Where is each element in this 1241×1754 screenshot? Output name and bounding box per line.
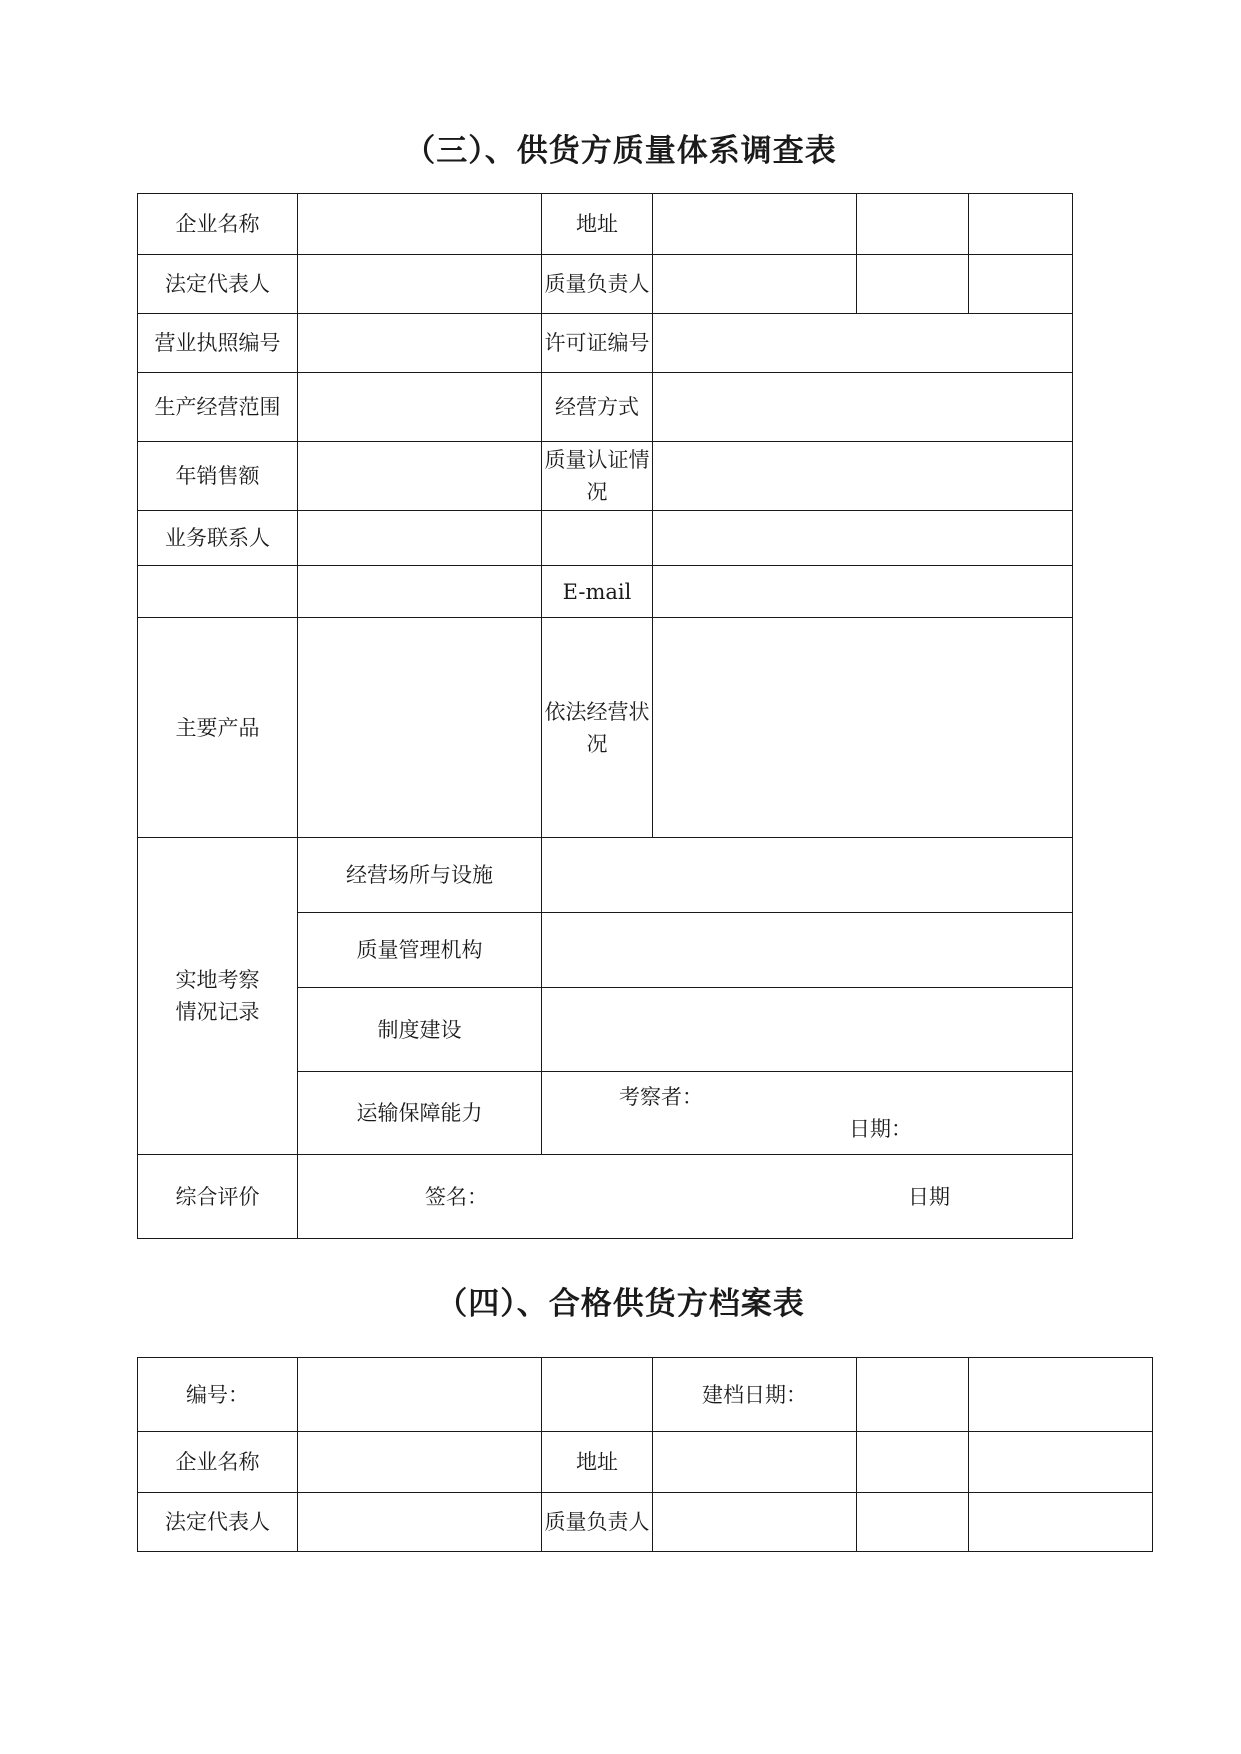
- business-mode-field[interactable]: [653, 373, 1073, 442]
- section3-title: （三）、供货方质量体系调查表: [404, 133, 837, 169]
- quality-lead-extra-field-1[interactable]: [857, 1493, 969, 1552]
- overall-eval-field[interactable]: [298, 1155, 1073, 1239]
- file-date-field-1[interactable]: [857, 1358, 969, 1432]
- business-license-label: 营业执照编号: [138, 314, 298, 373]
- address-field[interactable]: [653, 1432, 857, 1493]
- inspect-date-label: 日期：: [849, 1117, 912, 1141]
- business-license-field[interactable]: [298, 314, 542, 373]
- table-row: [138, 314, 1073, 373]
- inspector-sign-field[interactable]: [542, 1072, 1073, 1155]
- number-extra-field[interactable]: [542, 1358, 653, 1432]
- table-row: [138, 1155, 1073, 1239]
- legal-rep-label: 法定代表人: [138, 255, 298, 314]
- quality-org-field[interactable]: [542, 913, 1073, 988]
- address-label: 地址: [542, 1432, 653, 1493]
- company-name-label: 企业名称: [138, 1432, 298, 1493]
- file-date-field-2[interactable]: [969, 1358, 1153, 1432]
- inspector-label: 考察者：: [619, 1085, 703, 1109]
- address-extra-field-1[interactable]: [857, 1432, 969, 1493]
- company-name-field[interactable]: [298, 194, 542, 255]
- company-name-field[interactable]: [298, 1432, 542, 1493]
- table-row: [138, 566, 1073, 618]
- table-row: [138, 194, 1073, 255]
- blank-field[interactable]: [298, 566, 542, 618]
- blank-label-cell: [138, 566, 298, 618]
- legal-rep-label: 法定代表人: [138, 1493, 298, 1552]
- system-building-label: 制度建设: [298, 988, 542, 1072]
- quality-lead-label: 质量负责人: [542, 1493, 653, 1552]
- business-scope-label: 生产经营范围: [138, 373, 298, 442]
- company-name-label: 企业名称: [138, 194, 298, 255]
- legal-rep-field[interactable]: [298, 255, 542, 314]
- number-field[interactable]: [298, 1358, 542, 1432]
- email-label: E-mail: [542, 566, 653, 618]
- business-scope-field[interactable]: [298, 373, 542, 442]
- site-inspection-label: [138, 838, 298, 1155]
- contact-extra-field[interactable]: [653, 511, 1073, 566]
- business-mode-label: 经营方式: [542, 373, 653, 442]
- quality-lead-field[interactable]: [653, 255, 857, 314]
- number-label: 编号：: [138, 1358, 298, 1432]
- email-field[interactable]: [653, 566, 1073, 618]
- contact-extra-label-cell: [542, 511, 653, 566]
- system-building-field[interactable]: [542, 988, 1073, 1072]
- table-row: [138, 618, 1073, 838]
- table-row: [138, 838, 1073, 913]
- signature-label: 签名：: [425, 1184, 488, 1209]
- legal-operation-label: 依法经营状况: [542, 618, 653, 838]
- address-label: 地址: [542, 194, 653, 255]
- annual-sales-field[interactable]: [298, 442, 542, 511]
- table-row: [138, 373, 1073, 442]
- table-row: [138, 1358, 1153, 1432]
- permit-no-label: 许可证编号: [542, 314, 653, 373]
- quality-cert-label: 质量认证情况: [542, 442, 653, 511]
- quality-lead-extra-field-2[interactable]: [969, 255, 1073, 314]
- table-row: [138, 1432, 1153, 1493]
- table-row: [138, 442, 1073, 511]
- table-row: [138, 511, 1073, 566]
- section4-title: （四）、合格供货方档案表: [436, 1286, 805, 1322]
- quality-lead-label: 质量负责人: [542, 255, 653, 314]
- address-extra-field-1[interactable]: [857, 194, 969, 255]
- main-products-field[interactable]: [298, 618, 542, 838]
- table-row: [138, 255, 1073, 314]
- business-contact-label: 业务联系人: [138, 511, 298, 566]
- quality-cert-field[interactable]: [653, 442, 1073, 511]
- quality-lead-extra-field-2[interactable]: [969, 1493, 1153, 1552]
- legal-operation-field[interactable]: [653, 618, 1073, 838]
- quality-lead-field[interactable]: [653, 1493, 857, 1552]
- transport-label: 运输保障能力: [298, 1072, 542, 1155]
- file-date-label: 建档日期：: [653, 1358, 857, 1432]
- quality-org-label: 质量管理机构: [298, 913, 542, 988]
- premises-label: 经营场所与设施: [298, 838, 542, 913]
- quality-lead-extra-field-1[interactable]: [857, 255, 969, 314]
- address-field[interactable]: [653, 194, 857, 255]
- site-inspection-label-text: 实地考察情况记录: [175, 968, 260, 1024]
- permit-no-field[interactable]: [653, 314, 1073, 373]
- address-extra-field-2[interactable]: [969, 194, 1073, 255]
- annual-sales-label: 年销售额: [138, 442, 298, 511]
- business-contact-field[interactable]: [298, 511, 542, 566]
- qualified-supplier-file-table: [137, 1357, 1153, 1552]
- address-extra-field-2[interactable]: [969, 1432, 1153, 1493]
- main-products-label: 主要产品: [138, 618, 298, 838]
- overall-eval-label: 综合评价: [138, 1155, 298, 1239]
- supplier-quality-survey-table: [137, 193, 1073, 1239]
- eval-date-label: 日期: [908, 1184, 950, 1209]
- legal-rep-field[interactable]: [298, 1493, 542, 1552]
- table-row: [138, 1493, 1153, 1552]
- premises-field[interactable]: [542, 838, 1073, 913]
